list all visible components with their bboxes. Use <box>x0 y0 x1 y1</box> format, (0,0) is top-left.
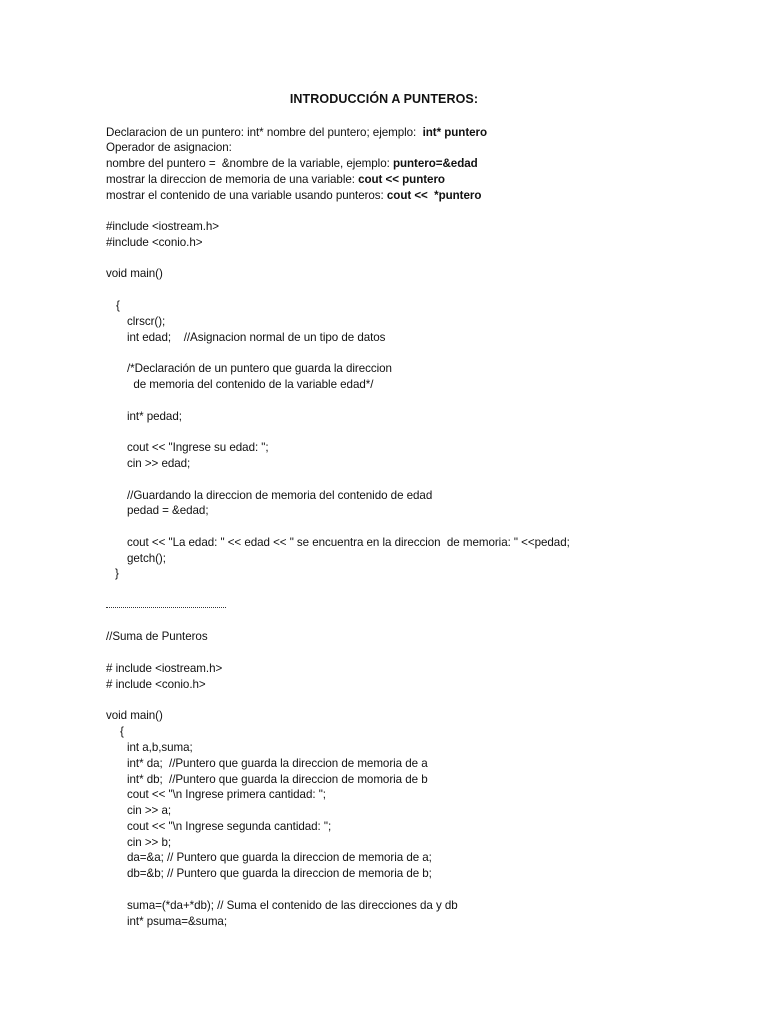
code2-da-assign: da=&a; // Puntero que guarda la direccion de memoria de a; <box>127 851 432 864</box>
code2-suma-assign: suma=(*da+*db); // Suma el contenido de las direcciones da y db <box>127 899 458 912</box>
code2-open-brace: { <box>120 725 124 738</box>
code2-comment-title: //Suma de Punteros <box>106 630 208 643</box>
code2-cout-segunda: cout << "\n Ingrese segunda cantidad: "; <box>127 820 332 833</box>
code1-int-pedad: int* pedad; <box>127 410 182 423</box>
intro-line-declaracion <box>106 125 487 141</box>
code2-include-iostream: # include <iostream.h> <box>106 662 223 675</box>
intro-line-operador: Operador de asignacion: <box>106 141 232 154</box>
code1-cout-ingrese: cout << "Ingrese su edad: "; <box>127 441 269 454</box>
code2-int-da: int* da; //Puntero que guarda la direccion de memoria de a <box>127 757 428 770</box>
code1-comment-memoria: de memoria del contenido de la variable edad*/ <box>127 378 374 391</box>
intro-line-mostrar-direccion-text: mostrar la direccion de memoria de una variable: <box>106 173 359 186</box>
intro-line-asignacion-text: nombre del puntero = &nombre de la variable, ejemplo: <box>106 157 393 170</box>
code2-db-assign: db=&b; // Puntero que guarda la direccion de memoria de b; <box>127 867 432 880</box>
code2-int-db: int* db; //Puntero que guarda la direccion de momoria de b <box>127 773 428 786</box>
code2-main-declaration: void main() <box>106 709 163 722</box>
code2-int-decl: int a,b,suma; <box>127 741 193 754</box>
code1-cin-edad: cin >> edad; <box>127 457 191 470</box>
intro-line-asignacion-example: puntero=&edad <box>392 157 478 170</box>
code1-int-edad: int edad; //Asignacion normal de un tipo de datos <box>127 331 386 344</box>
section-separator <box>106 607 226 608</box>
intro-line-declaracion-text: Declaracion de un puntero: int* nombre del puntero; ejemplo: <box>106 126 423 139</box>
code2-int-psuma: int* psuma=&suma; <box>127 915 228 928</box>
code1-include-iostream: #include <iostream.h> <box>106 220 220 233</box>
intro-line-mostrar-contenido <box>106 188 481 204</box>
intro-line-mostrar-direccion-example: cout << puntero <box>358 173 445 186</box>
code2-cin-b: cin >> b; <box>127 836 172 849</box>
intro-line-mostrar-direccion <box>106 172 445 188</box>
intro-line-asignacion <box>106 156 478 172</box>
code1-cout-la-edad: cout << "La edad: " << edad << " se encuentra en la direccion de memoria: " <<pedad; <box>127 536 570 549</box>
code2-include-conio: # include <conio.h> <box>106 678 206 691</box>
code1-comment-guardando: //Guardando la direccion de memoria del contenido de edad <box>127 489 433 502</box>
intro-line-mostrar-contenido-text: mostrar el contenido de una variable usando punteros: <box>106 189 387 202</box>
intro-line-declaracion-example: int* puntero <box>422 126 488 139</box>
code2-cout-primera: cout << "\n Ingrese primera cantidad: "; <box>127 788 326 801</box>
code1-pedad-assign: pedad = &edad; <box>127 504 209 517</box>
code1-close-brace: } <box>115 567 119 580</box>
code1-clrscr: clrscr(); <box>127 315 166 328</box>
code1-getch: getch(); <box>127 552 166 565</box>
intro-line-mostrar-contenido-example: cout << *puntero <box>386 189 482 202</box>
document-title: INTRODUCCIÓN A PUNTEROS: <box>289 92 479 106</box>
code1-include-conio: #include <conio.h> <box>106 236 203 249</box>
code1-main-declaration: void main() <box>106 267 163 280</box>
code2-cin-a: cin >> a; <box>127 804 172 817</box>
code1-comment-declaracion: /*Declaración de un puntero que guarda la direccion <box>127 362 392 375</box>
code1-open-brace: { <box>116 299 120 312</box>
